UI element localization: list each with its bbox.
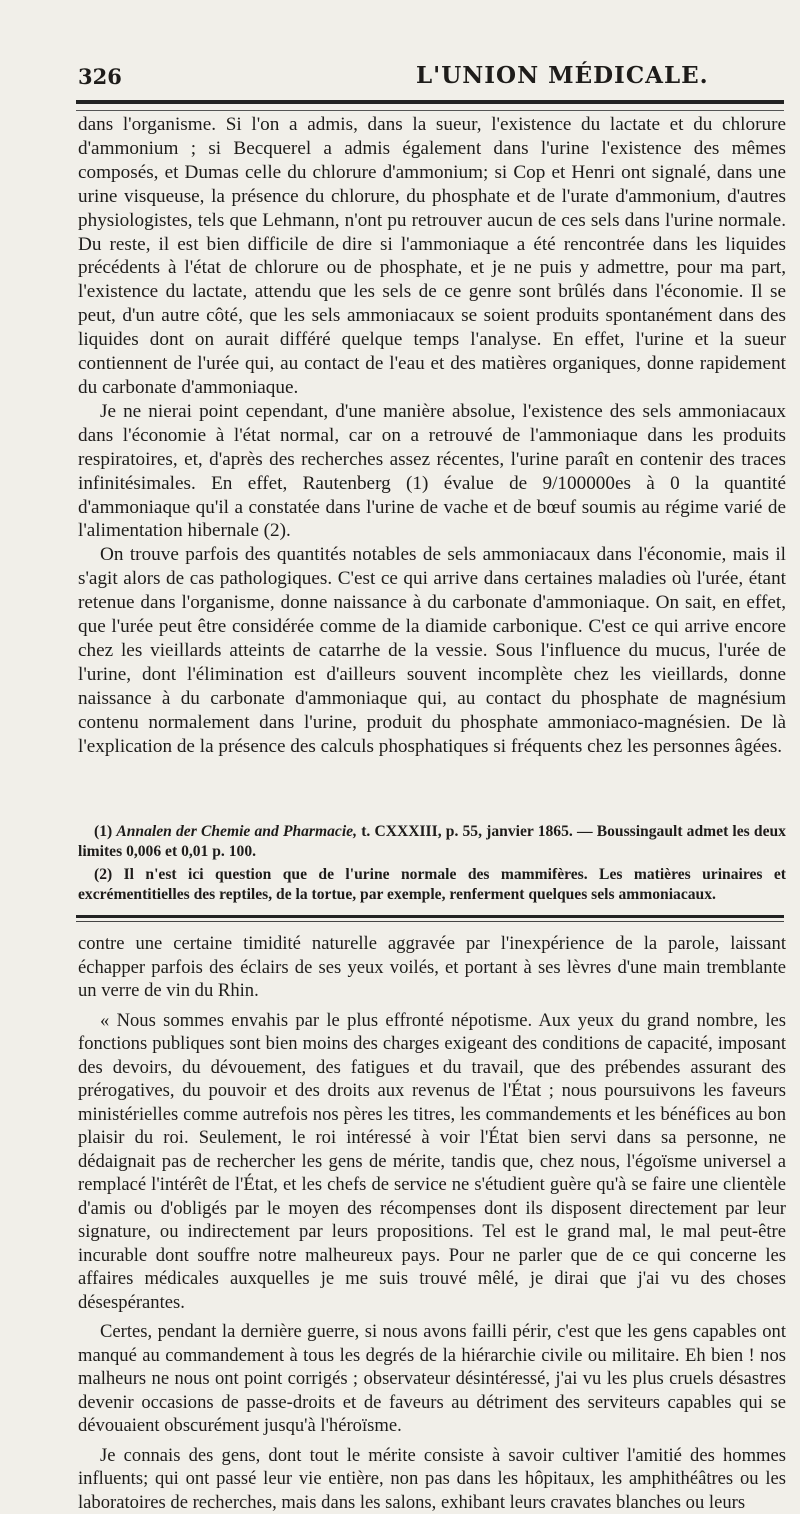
header-rule-thin: [76, 110, 784, 111]
paragraph: dans l'organisme. Si l'on a admis, dans la sueur, l'existence du lactate et du chlorure d'ammonium ; si Becquerel a admis également dans l'urine l'existence des mêmes composés, et Dumas celle du chlorure d'ammonium; si Cop et Henri ont signalé, dans une urine visqueuse, la présence du chlorure, du phosphate et de l'urate d'ammonium, d'autres physiologistes, tels que Lehmann, n'ont pu retrouver aucun de ces sels dans l'urine normale. Du reste, il est bien difficile de dire si l'ammoniaque a été rencontrée dans les liquides précédents à l'état de chlorure ou de phosphate, et je ne puis y admettre, pour ma part, l'existence du lactate, attendu que les sels de ce genre sont brûlés dans l'économie. Il se peut, d'un autre côté, que les sels ammoniacaux se soient produits spontanément dans des liquides dont on aurait différé quelque temps l'analyse. En effet, l'urine et la sueur contiennent de l'urée qui, au contact de l'eau et des matières organiques, donne rapidement du carbonate d'ammoniaque.: [78, 113, 786, 400]
footnote-text: t. CXXXIII, p. 55, janvier 1865. — Boussingault admet les deux limites 0,006 et 0,01 p. 100.: [78, 823, 786, 860]
paragraph: Certes, pendant la dernière guerre, si nous avons failli périr, c'est que les gens capables ont manqué au commandement à tous les degrés de la hiérarchie civile ou militaire. Eh bien ! nos malheurs ne nous ont point corrigés ; observateur désintéressé, j'ai vu les plus cruels désastres devenir occasions de passe-droits et de faveurs au détriment des serviteurs capables qui se dévouaient obscurément jusqu'à l'héroïsme.: [78, 1320, 786, 1438]
paragraph: contre une certaine timidité naturelle aggravée par l'inexpérience de la parole, laissant échapper parfois des éclairs de ses yeux voilés, et portant à ses lèvres d'une main tremblante un verre de vin du Rhin.: [78, 932, 786, 1003]
feuilleton-text: [78, 932, 786, 1514]
running-title: L'UNION MÉDICALE.: [416, 62, 709, 89]
footnotes: [78, 822, 786, 908]
footnote-marker: (1): [94, 823, 112, 840]
main-article-text: [78, 113, 786, 758]
page-header: [78, 60, 783, 96]
paragraph: Je connais des gens, dont tout le mérite consiste à savoir cultiver l'amitié des hommes influents; qui ont passé leur vie entière, non pas dans les hôpitaux, les amphithéâtres ou les laboratoires de recherches, mais dans les salons, exhibant leurs cravates blanches ou leurs: [78, 1444, 786, 1514]
page-number: 326: [78, 64, 122, 89]
section-divider-thin: [76, 921, 784, 922]
footnote-2: (2) Il n'est ici question que de l'urine normale des mammifères. Les matières urinaires et excrémentitielles des reptiles, de la tortue, par exemple, renferment quelques sels ammoniacaux.: [78, 865, 786, 905]
footnote-1: [78, 822, 786, 862]
paragraph: On trouve parfois des quantités notables de sels ammoniacaux dans l'économie, mais il s'agit alors de cas pathologiques. C'est ce qui arrive dans certaines maladies où l'urée, étant retenue dans l'organisme, donne naissance à du carbonate d'ammoniaque. On sait, en effet, que l'urée peut être considérée comme de la diamide carbonique. C'est ce qui arrive encore chez les vieillards atteints de catarrhe de la vessie. Sous l'influence du mucus, l'urée de l'urine, dont l'élimination est d'ailleurs souvent incomplète chez les vieillards, donne naissance à du carbonate d'ammoniaque qui, au contact du phosphate de magnésium contenu normalement dans l'urine, produit du phosphate ammoniaco-magnésien. De là l'explication de la présence des calculs phosphatiques si fréquents chez les personnes âgées.: [78, 543, 786, 758]
paragraph: « Nous sommes envahis par le plus effronté népotisme. Aux yeux du grand nombre, les fonctions publiques sont bien moins des charges exigeant des conditions de capacité, imposant des devoirs, du dévouement, des fatigues et du travail, que des prébendes assurant des prérogatives, du pouvoir et des droits aux revenus de l'État ; nous poursuivons les faveurs ministérielles comme autrefois nos pères les titres, les commandements et les bénéfices au bon plaisir du roi. Seulement, le roi intéressé à voir l'État bien servi dans sa personne, ne dédaignait pas de rechercher les gens de mérite, tandis que, chez nous, l'égoïsme universel a remplacé l'intérêt de l'État, et les chefs de service ne s'étudient guère qu'à se faire une clientèle d'amis ou d'obligés par le moyen des récompenses dont ils disposent directement par leur signature, ou indirectement par leurs propositions. Tel est le grand mal, le mal peut-être incurable dont souffre notre malheureux pays. Pour ne parler que de ce qui concerne les affaires médicales auxquelles je me suis trouvé mêlé, je dirai que j'ai vu des choses désespérantes.: [78, 1009, 786, 1315]
section-divider: [76, 915, 784, 918]
footnote-journal-title: Annalen der Chemie and Pharmacie,: [116, 823, 357, 840]
header-rule: [76, 100, 784, 104]
paragraph: Je ne nierai point cependant, d'une manière absolue, l'existence des sels ammoniacaux dans l'économie à l'état normal, car on a retrouvé de l'ammoniaque dans les produits respiratoires, et, d'après des recherches assez récentes, l'urine paraît en contenir des traces infinitésimales. En effet, Rautenberg (1) évalue de 9/100000es à 0 la quantité d'ammoniaque qu'il a constatée dans l'urine de vache et de bœuf soumis au régime varié de l'alimentation hibernale (2).: [78, 400, 786, 543]
